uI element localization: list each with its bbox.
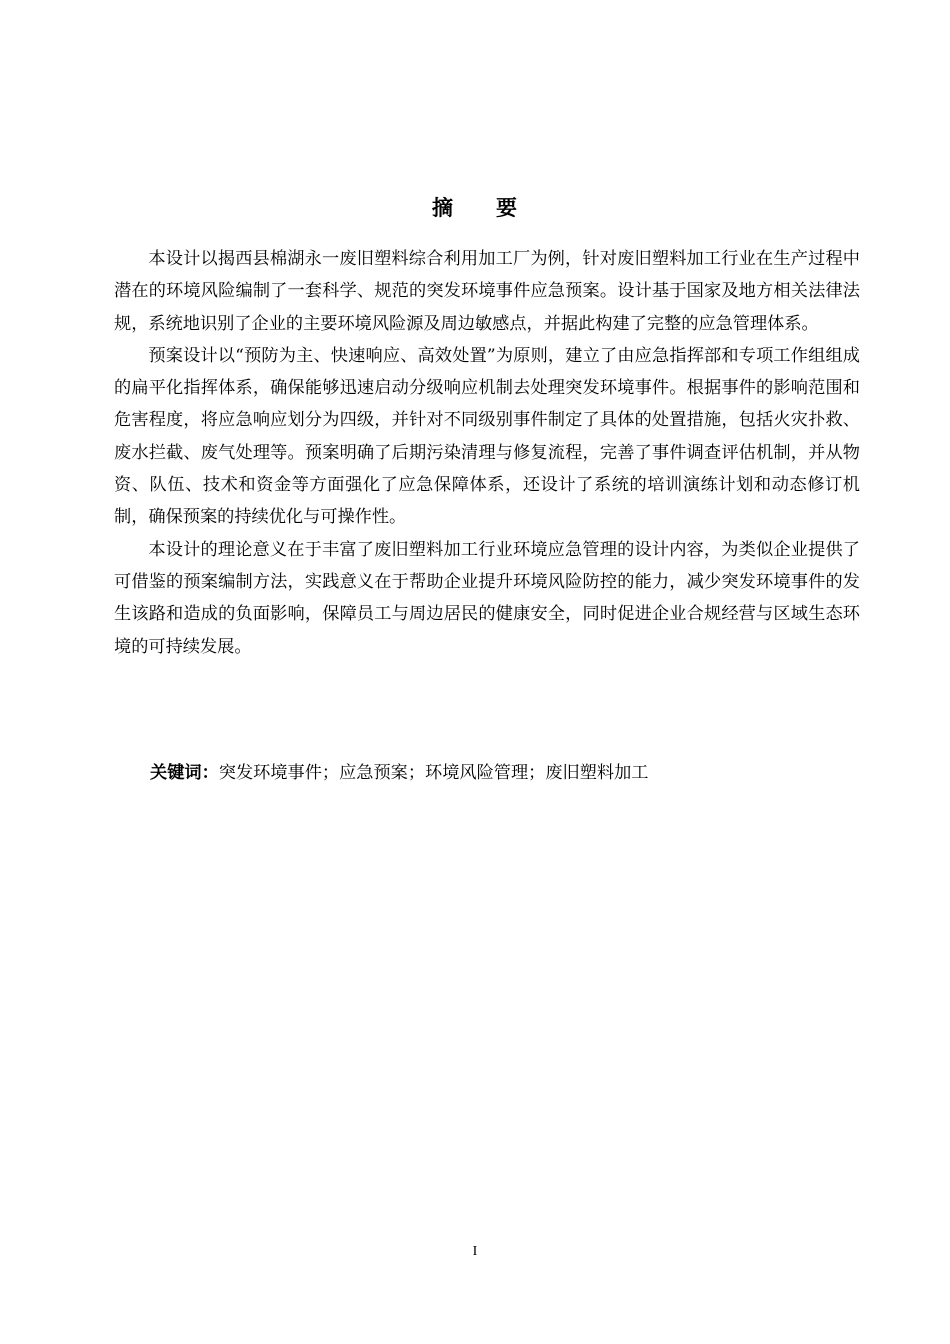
keywords-text: 突发环境事件；应急预案；环境风险管理；废旧塑料加工	[218, 763, 649, 783]
keywords-label: 关键词：	[150, 763, 219, 783]
abstract-paragraph-2: 预案设计以“预防为主、快速响应、高效处置”为原则，建立了由应急指挥部和专项工作组组成的扁平化指挥体系，确保能够迅速启动分级响应机制去处理突发环境事件。根据事件的影响范围和危害程度，将应急响应划分为四级，并针对不同级别事件制定了具体的处置措施，包括火灾扑救、废水拦截、废气处理等。预案明确了后期污染清理与修复流程，完善了事件调查评估机制，并从物资、队伍、技术和资金等方面强化了应急保障体系，还设计了系统的培训演练计划和动态修订机制，确保预案的持续优化与可操作性。	[114, 345, 860, 528]
title-char-1: 摘	[432, 196, 454, 221]
abstract-paragraph-1: 本设计以揭西县棉湖永一废旧塑料综合利用加工厂为例，针对废旧塑料加工行业在生产过程中潜在的环境风险编制了一套科学、规范的突发环境事件应急预案。设计基于国家及地方相关法律法规，系统地识别了企业的主要环境风险源及周边敏感点，并据此构建了完整的应急管理体系。	[114, 249, 860, 334]
keywords-line	[150, 757, 860, 789]
title-char-2: 要	[496, 196, 518, 221]
abstract-body	[114, 243, 860, 663]
page-number: I	[472, 1244, 478, 1259]
page-title	[0, 192, 950, 224]
abstract-paragraph-3: 本设计的理论意义在于丰富了废旧塑料加工行业环境应急管理的设计内容，为类似企业提供了可借鉴的预案编制方法，实践意义在于帮助企业提升环境风险防控的能力，减少突发环境事件的发生该路和造成的负面影响，保障员工与周边居民的健康安全，同时促进企业合规经营与区域生态环境的可持续发展。	[114, 539, 860, 657]
